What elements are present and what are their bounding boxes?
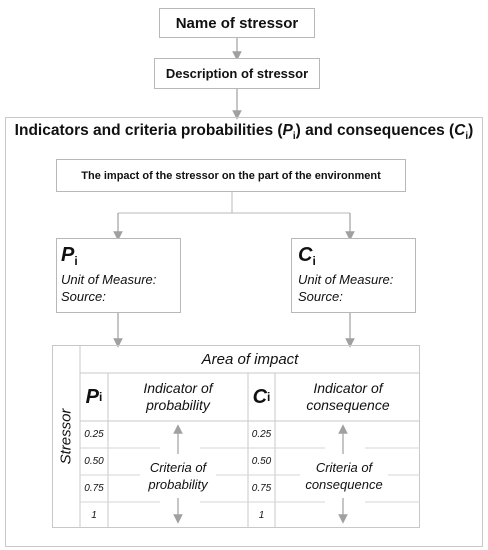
section-title-c-sub: i — [465, 131, 469, 143]
name-of-stressor-label: Name of stressor — [175, 14, 299, 32]
section-title-p-sub: i — [292, 131, 296, 143]
p-unit-of-measure: Unit of Measure: — [61, 272, 157, 288]
c-value-1: 0.25 — [251, 429, 272, 440]
section-title-mid: ) and consequences ( — [295, 122, 455, 139]
c-sub: i — [312, 254, 316, 269]
stressor-label: Stressor — [57, 408, 75, 465]
section-title-suffix: ) — [468, 122, 474, 139]
area-of-impact-label: Area of impact — [201, 350, 299, 368]
indicator-of-consequence: Indicator of consequence — [306, 380, 390, 413]
c-letter: C — [298, 244, 313, 266]
p-sub: i — [74, 254, 78, 269]
section-title-c: C — [454, 122, 466, 139]
indicator-of-probability: Indicator of probability — [143, 380, 213, 413]
criteria-of-consequence: Criteria of consequence — [300, 455, 388, 497]
c-unit-of-measure: Unit of Measure: — [298, 272, 394, 288]
table-p-header: P i — [85, 385, 103, 408]
p-value-3: 0.75 — [84, 483, 104, 494]
section-title-p: P — [282, 122, 293, 139]
p-value-2: 0.50 — [84, 456, 104, 467]
p-value-1: 0.25 — [84, 429, 104, 440]
description-of-stressor-label: Description of stressor — [165, 66, 309, 81]
impact-label: The impact of the stressor on the part of the environment — [81, 169, 381, 182]
p-letter: P — [61, 244, 75, 266]
c-source: Source: — [298, 289, 343, 305]
p-source: Source: — [61, 289, 106, 305]
section-title-prefix: Indicators and criteria probabilities ( — [14, 122, 283, 139]
table-c-header: C i — [252, 385, 271, 408]
c-value-3: 0.75 — [251, 483, 272, 494]
c-value-2: 0.50 — [251, 456, 272, 467]
criteria-of-probability: Criteria of probability — [140, 455, 216, 497]
p-value-4: 1 — [91, 509, 97, 521]
c-value-4: 1 — [258, 509, 265, 521]
